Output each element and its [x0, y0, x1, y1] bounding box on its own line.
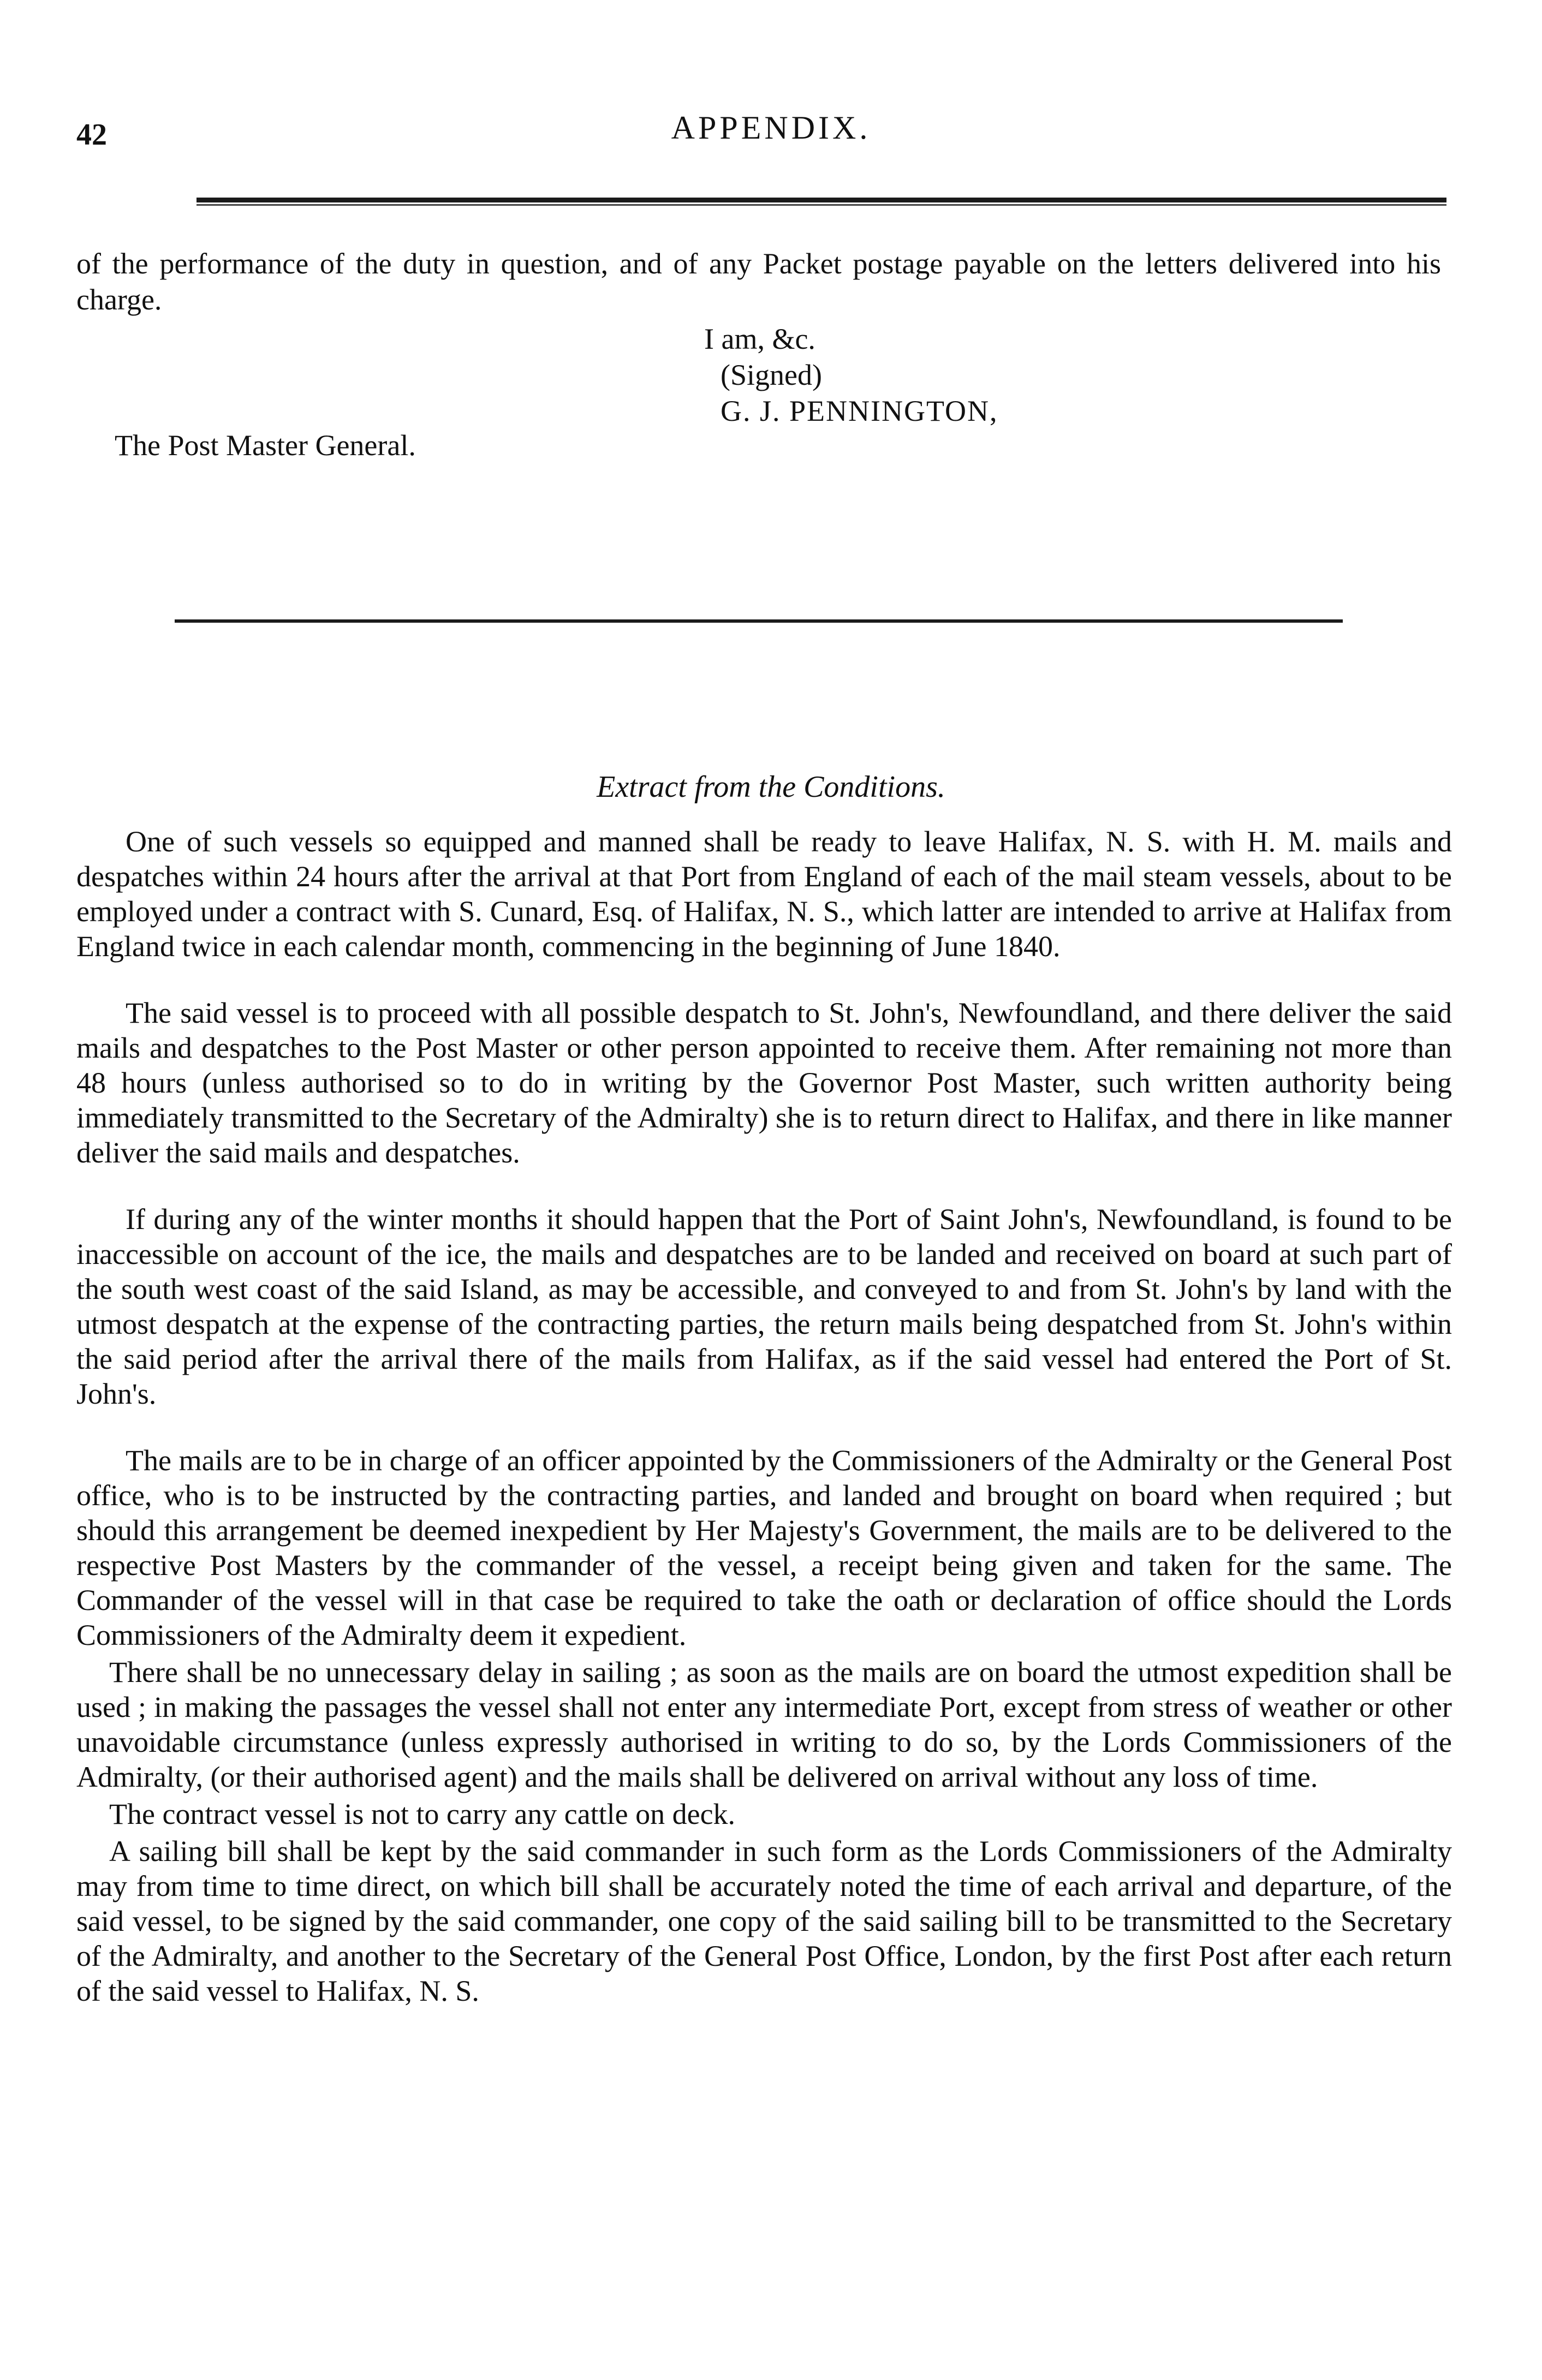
header-rule-thin: [197, 204, 1446, 206]
letter-closing-paragraph: of the performance of the duty in question, and of any Packet postage payable on the letters delivered into his charge.: [76, 247, 1441, 316]
paragraph: The contract vessel is not to carry any cattle on deck.: [109, 1798, 736, 1830]
section-title: Extract from the Conditions.: [597, 770, 945, 804]
section-divider: [175, 619, 1343, 623]
paragraph: A sailing bill shall be kept by the said commander in such form as the Lords Commissioners of the Admiralty may from time to time direct, on which bill shall be accurately noted the time of each arrival and departure, of the said vessel, to be signed by the said commander, one copy of the said sailing bill to be transmitted to the Secretary of the Admiralty, and another to the Secretary of the General Post Office, London, by the first Post after each return of the said vessel to Halifax, N. S.: [76, 1835, 1452, 2007]
conditions-text: [76, 824, 1452, 2011]
header-rule: [197, 198, 1446, 202]
letter-signature-block: [688, 321, 998, 429]
paragraph: The mails are to be in charge of an officer appointed by the Commissioners of the Admiralty or the General Post office, who is to be instructed by the contracting parties, and landed and brought on board when required ; but should this arrangement be deemed inexpedient by Her Majesty's Government, the mails are to be delivered to the respective Post Masters by the commander of the vessel, a receipt being given and taken for the same. The Commander of the vessel will in that case be required to take the oath or declaration of office should the Lords Commissioners of the Admiralty deem it expedient.: [76, 1444, 1452, 1651]
paragraph: There shall be no unnecessary delay in sailing ; as soon as the mails are on board the utmost expedition shall be used ; in making the passages the vessel shall not enter any intermediate Port, except from stress of weather or other unavoidable circumstance (unless expressly authorised in writing to do so, by the Lords Commissioners of the Admiralty, (or their authorised agent) and the mails shall be delivered on arrival without any loss of time.: [76, 1656, 1452, 1793]
paragraph: The said vessel is to proceed with all possible despatch to St. John's, Newfoundland, and there deliver the said mails and despatches to the Post Master or other person appointed to receive them. After remaining not more than 48 hours (unless authorised so to do in writing by the Governor Post Master, such written authority being immediately transmitted to the Secretary of the Admiralty) she is to return direct to Halifax, and there in like manner deliver the said mails and despatches.: [76, 997, 1452, 1169]
paragraph: If during any of the winter months it should happen that the Port of Saint John's, Newfoundland, is found to be inaccessible on account of the ice, the mails and despatches are to be landed and received on board at such part of the south west coast of the said Island, as may be accessible, and conveyed to and from St. John's by land with the utmost despatch at the expense of the contracting parties, the return mails being despatched from St. John's within the said period after the arrival there of the mails from Halifax, as if the said vessel had entered the Port of St. John's.: [76, 1203, 1452, 1410]
letter-recipient: The Post Master General.: [115, 429, 416, 462]
signed-note: (Signed): [721, 359, 822, 391]
page-number: 42: [76, 118, 107, 152]
paragraph: One of such vessels so equipped and manned shall be ready to leave Halifax, N. S. with H. M. mails and despatches within 24 hours after the arrival at that Port from England of each of the mail steam vessels, about to be employed under a contract with S. Cunard, Esq. of Halifax, N. S., which latter are intended to arrive at Halifax from England twice in each calendar month, commencing in the beginning of June 1840.: [76, 825, 1452, 963]
sign-off: I am, &c.: [704, 323, 815, 355]
signatory-name: G. J. PENNINGTON,: [721, 395, 998, 427]
running-head: APPENDIX.: [671, 110, 871, 146]
